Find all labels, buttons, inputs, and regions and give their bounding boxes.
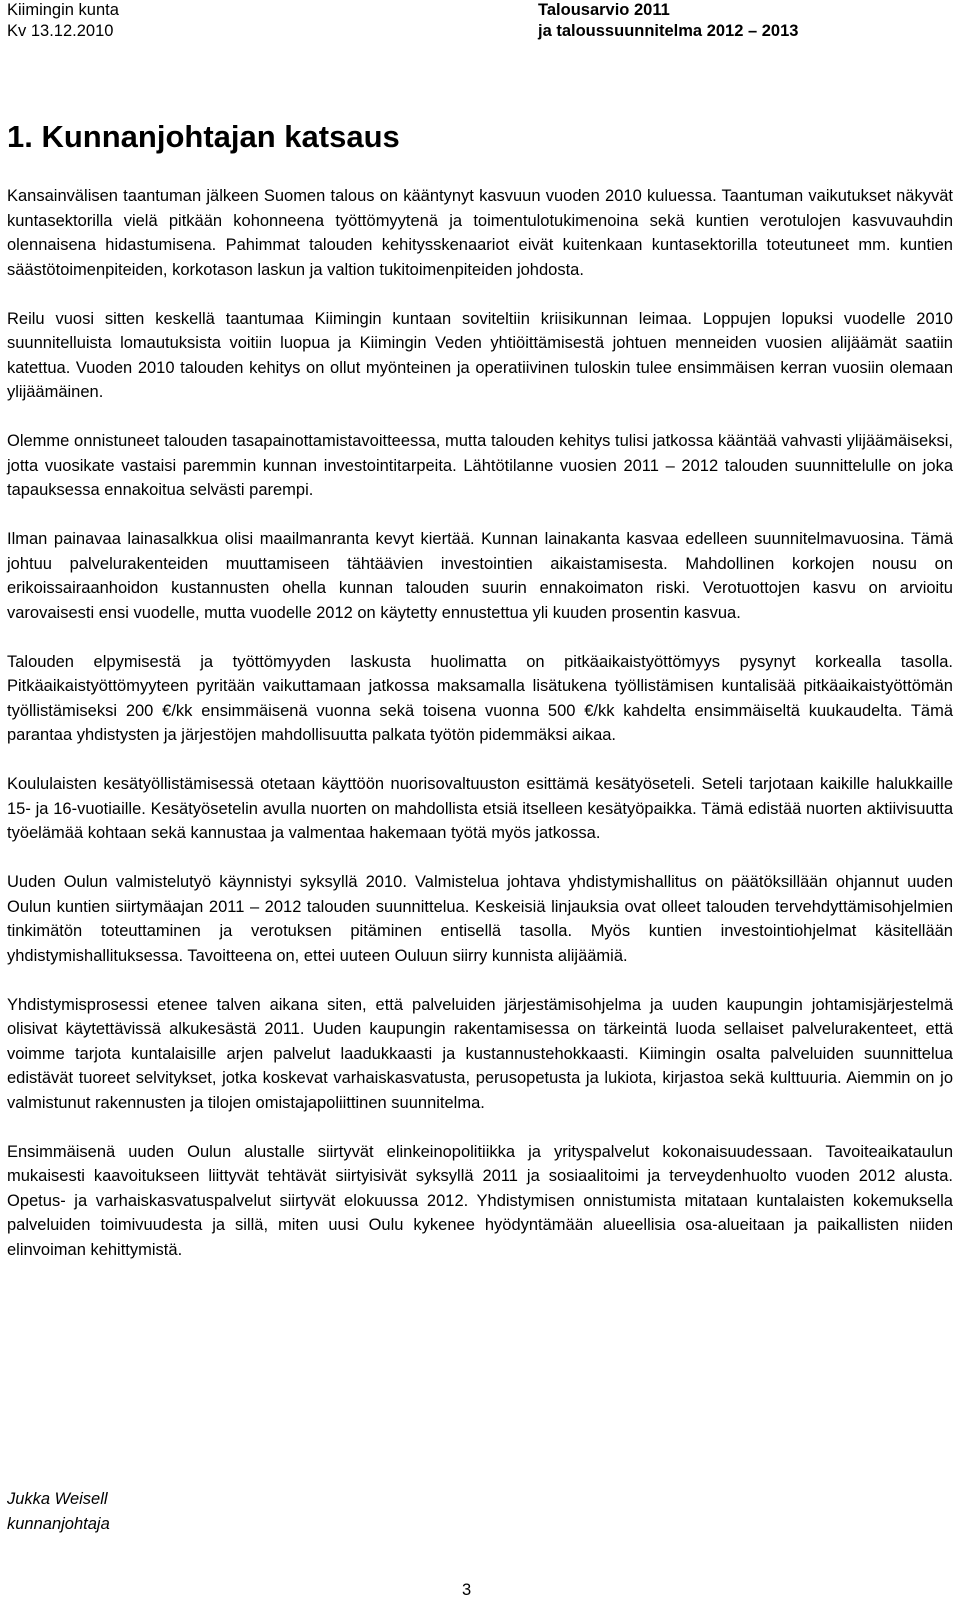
- header-org: Kiimingin kunta: [7, 1, 119, 19]
- section-title: 1. Kunnanjohtajan katsaus: [7, 119, 400, 154]
- paragraph: Koululaisten kesätyöllistämisessä otetaan käyttöön nuorisovaltuuston esittämä kesätyöseteli. Seteli tarjotaan kaikille halukkaille 15- ja 16-vuotiaille. Kesätyösetelin avulla nuorten on mahdollista etsiä itselleen kesätyöpaikka. Tämä edistää nuorten aktiivisuutta työelämää kohtaan sekä kannustaa ja valmentaa hakemaan työtä myös jatkossa.: [7, 775, 953, 842]
- paragraph: Yhdistymisprosessi etenee talven aikana siten, että palveluiden järjestämisohjelma ja uuden kaupungin johtamisjärjestelmä olisivat käytettävissä alkukesästä 2011. Uuden kaupungin rakentamisessa on tärkeintä luoda sellaiset palvelurakenteet, että voimme tarjota kuntalaisille arjen palvelut laadukkaasti ja kustannustehokkaasti. Kiimingin osalta palveluiden suunnittelua edistävät tuoreet selvitykset, jotka koskevat varhaiskasvatusta, perusopetusta ja lukiota, kirjastoa sekä kulttuuria. Aiemmin on jo valmistunut rakennusten ja tilojen omistajapoliittinen suunnitelma.: [7, 995, 953, 1112]
- header-date: Kv 13.12.2010: [7, 22, 114, 40]
- paragraph: Uuden Oulun valmistelutyö käynnistyi syksyllä 2010. Valmistelua johtava yhdistymishallitus on päätöksillään ohjannut uuden Oulun kuntien siirtymäajan 2011 – 2012 talouden suunnittelua. Keskeisiä linjauksia ovat olleet talouden tervehdyttämisohjelmien tinkimätön toteuttaminen ja verotuksen pitäminen entisellä tasolla. Myös kuntien investointiohjelmat käsitellään yhdistymishallituksessa. Tavoitteena on, ettei uuteen Ouluun siirry kunnista alijäämiä.: [7, 873, 953, 965]
- paragraph: Olemme onnistuneet talouden tasapainottamistavoitteessa, mutta talouden kehitys tulisi jatkossa kääntää vahvasti ylijäämäiseksi, jotta vuosikate vastaisi paremmin kunnan investointitarpeita. Lähtötilanne vuosien 2011 – 2012 talouden suunnittelulle on joka tapauksessa ennakoitua selvästi parempi.: [7, 432, 953, 499]
- paragraph: Talouden elpymisestä ja työttömyyden laskusta huolimatta on pitkäaikaistyöttömyys pysynyt korkealla tasolla. Pitkäaikaistyöttömyyteen pyritään vaikuttamaan jatkossa maksamalla lisätukena työllistämisen kuntalisää pitkäaikaistyöttömän työllistämiseksi 200 €/kk ensimmäisenä vuonna sekä toisena vuonna 500 €/kk kahdelta ensimmäiseltä kuukaudelta. Tämä parantaa yhdistysten ja järjestöjen mahdollisuutta palkata työtön pidemmäksi aikaa.: [7, 652, 953, 744]
- header-doc-subtitle: ja taloussuunnitelma 2012 – 2013: [538, 22, 799, 40]
- paragraph: Kansainvälisen taantuman jälkeen Suomen talous on kääntynyt kasvuun vuoden 2010 kuluessa. Taantuman vaikutukset näkyvät kuntasektorilla vielä pitkään kohonneena työttömyytenä ja toimentulotukimenoina sekä kuntien verotulojen kasvuvauhdin olennaisena hidastumisena. Pahimmat talouden kehitysskenaariot eivät kuitenkaan kuntasektorilla toteutuneet mm. kuntien säästötoimenpiteiden, korkotason laskun ja valtion tukitoimenpiteiden johdosta.: [7, 187, 953, 279]
- header-doc-title: Talousarvio 2011: [538, 1, 670, 19]
- paragraph: Ilman painavaa lainasalkkua olisi maailmanranta kevyt kiertää. Kunnan lainakanta kasvaa edelleen suunnitelmavuosina. Tämä johtuu palvelurakenteiden muuttamiseen tähtäävien investointien aikaistamisesta. Mahdollinen korkojen nousu on erikoissairaanhoidon kustannusten ohella kunnan talouden suurin ennakoimaton riski. Verotuottojen kasvu on arvioitu varovaisesti ensi vuodelle, mutta vuodelle 2012 on käytetty ennustettua yli kuuden prosentin kasvua.: [7, 530, 953, 622]
- paragraph: Reilu vuosi sitten keskellä taantumaa Kiimingin kuntaan soviteltiin kriisikunnan leimaa. Loppujen lopuksi vuodelle 2010 suunnitelluista lomautuksista voitiin luopua ja Kiimingin Veden yhtiöittämisestä johtuen menneiden vuosien alijäämät saatiin katettua. Vuoden 2010 talouden kehitys on ollut myönteinen ja operatiivinen tuloskin tulee ensimmäisen kerran vuosiin olemaan ylijäämäinen.: [7, 309, 953, 401]
- signature: [7, 1487, 110, 1536]
- header-left: [7, 0, 119, 42]
- paragraph: Ensimmäisenä uuden Oulun alustalle siirtyvät elinkeinopolitiikka ja yrityspalvelut kokonaisuudessaan. Tavoiteaikataulun mukaisesti kaavoitukseen liittyvät tehtävät siirtyisivät syksyllä 2011 ja sosiaalitoimi ja terveydenhuolto vuoden 2012 alusta. Opetus- ja varhaiskasvatuspalvelut siirtyvät elokuussa 2012. Yhdistymisen onnistumista mitataan kuntalaisten kokemuksella palveluiden toimivuudesta ja sillä, miten uusi Oulu kykenee hyödyntämään alueellisia osa-alueitaan ja paikallisten niiden elinvoiman kehittymistä.: [7, 1142, 953, 1259]
- signature-role: kunnanjohtaja: [7, 1514, 110, 1533]
- header-right: [538, 0, 798, 42]
- signature-name: Jukka Weisell: [7, 1490, 108, 1508]
- page-number: 3: [462, 1581, 472, 1599]
- body-text: [7, 184, 953, 1287]
